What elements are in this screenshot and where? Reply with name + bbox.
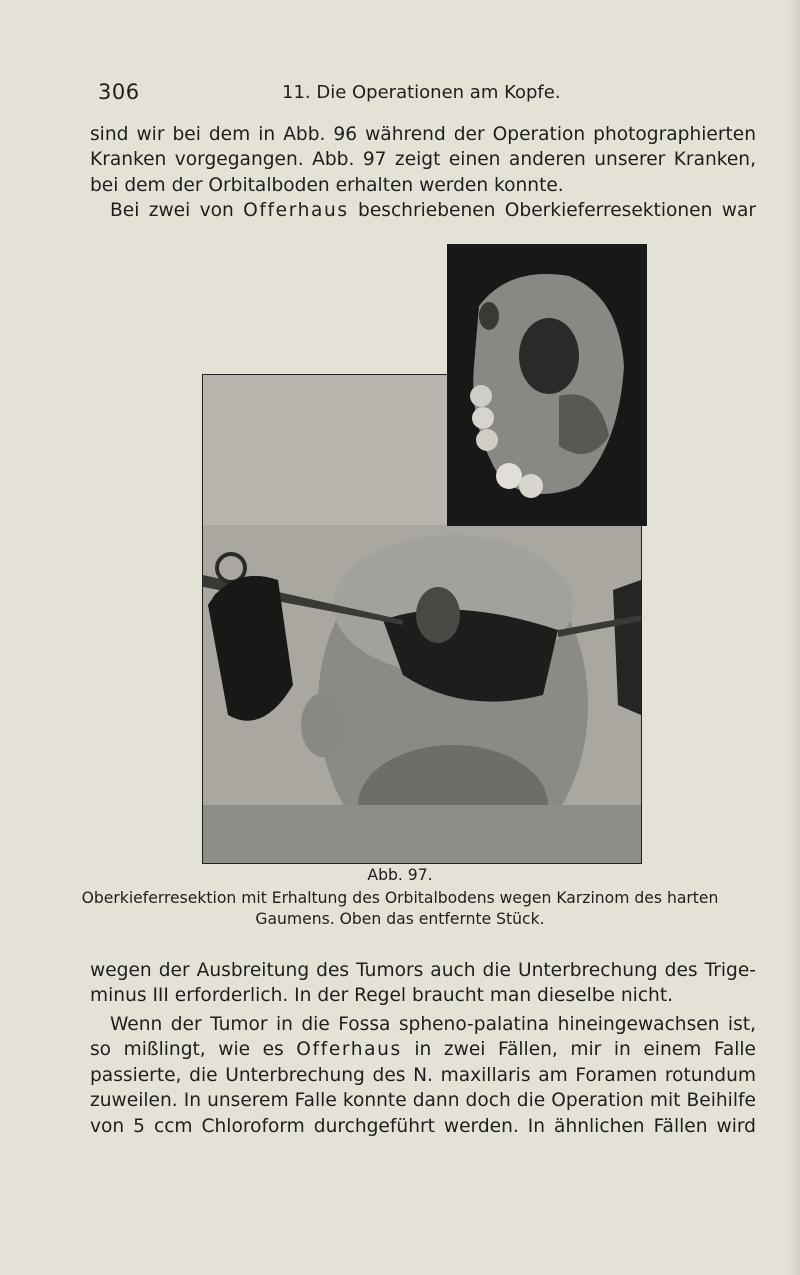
author-name: Offerhaus <box>243 200 349 221</box>
text-fragment: beschriebenen Oberkieferresektionen war <box>348 200 756 221</box>
page-edge-shadow <box>786 0 800 1275</box>
text-line <box>90 198 756 223</box>
running-head: 11. Die Operationen am Kopfe. <box>282 82 561 103</box>
paragraph-1 <box>90 122 756 198</box>
text-line: wegen der Ausbreitung des Tumors auch die Unterbrechung des Trige- <box>90 960 756 981</box>
paragraph-4 <box>90 1012 756 1139</box>
text-line: von 5 ccm Chloroform durchgeführt werden. In ähnlichen Fällen wird <box>90 1115 756 1137</box>
text-line: sind wir bei dem in Abb. 96 während der Operation photographierten <box>90 124 756 145</box>
text-fragment: Bei zwei von <box>110 200 244 221</box>
text-fragment: so mißlingt, wie es <box>90 1039 297 1061</box>
author-name: Offerhaus <box>296 1039 402 1061</box>
text-line: Kranken vorgegangen. Abb. 97 zeigt einen anderen unserer Kranken, <box>90 149 756 171</box>
caption-line: Oberkieferresektion mit Erhaltung des Orbitalbodens wegen Karzinom des harten <box>81 889 719 907</box>
specimen-illustration <box>449 246 645 524</box>
page-header <box>98 80 758 112</box>
figure-label: Abb. 97. <box>367 866 433 884</box>
figure-caption <box>60 888 740 931</box>
excised-specimen-photograph <box>447 244 647 526</box>
text-line <box>90 1037 756 1062</box>
text-line: zuweilen. In unserem Falle konnte dann doch die Operation mit Beihilfe <box>90 1090 756 1112</box>
text-fragment: in zwei Fällen, mir in einem Falle <box>401 1039 756 1061</box>
text-line: bei dem der Orbitalboden erhalten werden konnte. <box>90 174 564 196</box>
text-line: passierte, die Unterbrechung des N. maxillaris am Foramen rotundum <box>90 1064 756 1086</box>
caption-line: Gaumens. Oben das entfernte Stück. <box>255 910 545 929</box>
figure-abb-97 <box>202 244 644 862</box>
page-number: 306 <box>98 80 140 104</box>
text-line: minus III erforderlich. In der Regel braucht man dieselbe nicht. <box>90 985 674 1007</box>
paragraph-2 <box>90 198 756 223</box>
paragraph-3 <box>90 958 756 1009</box>
text-line: Wenn der Tumor in die Fossa spheno-palatina hineingewachsen ist, <box>110 1014 756 1035</box>
